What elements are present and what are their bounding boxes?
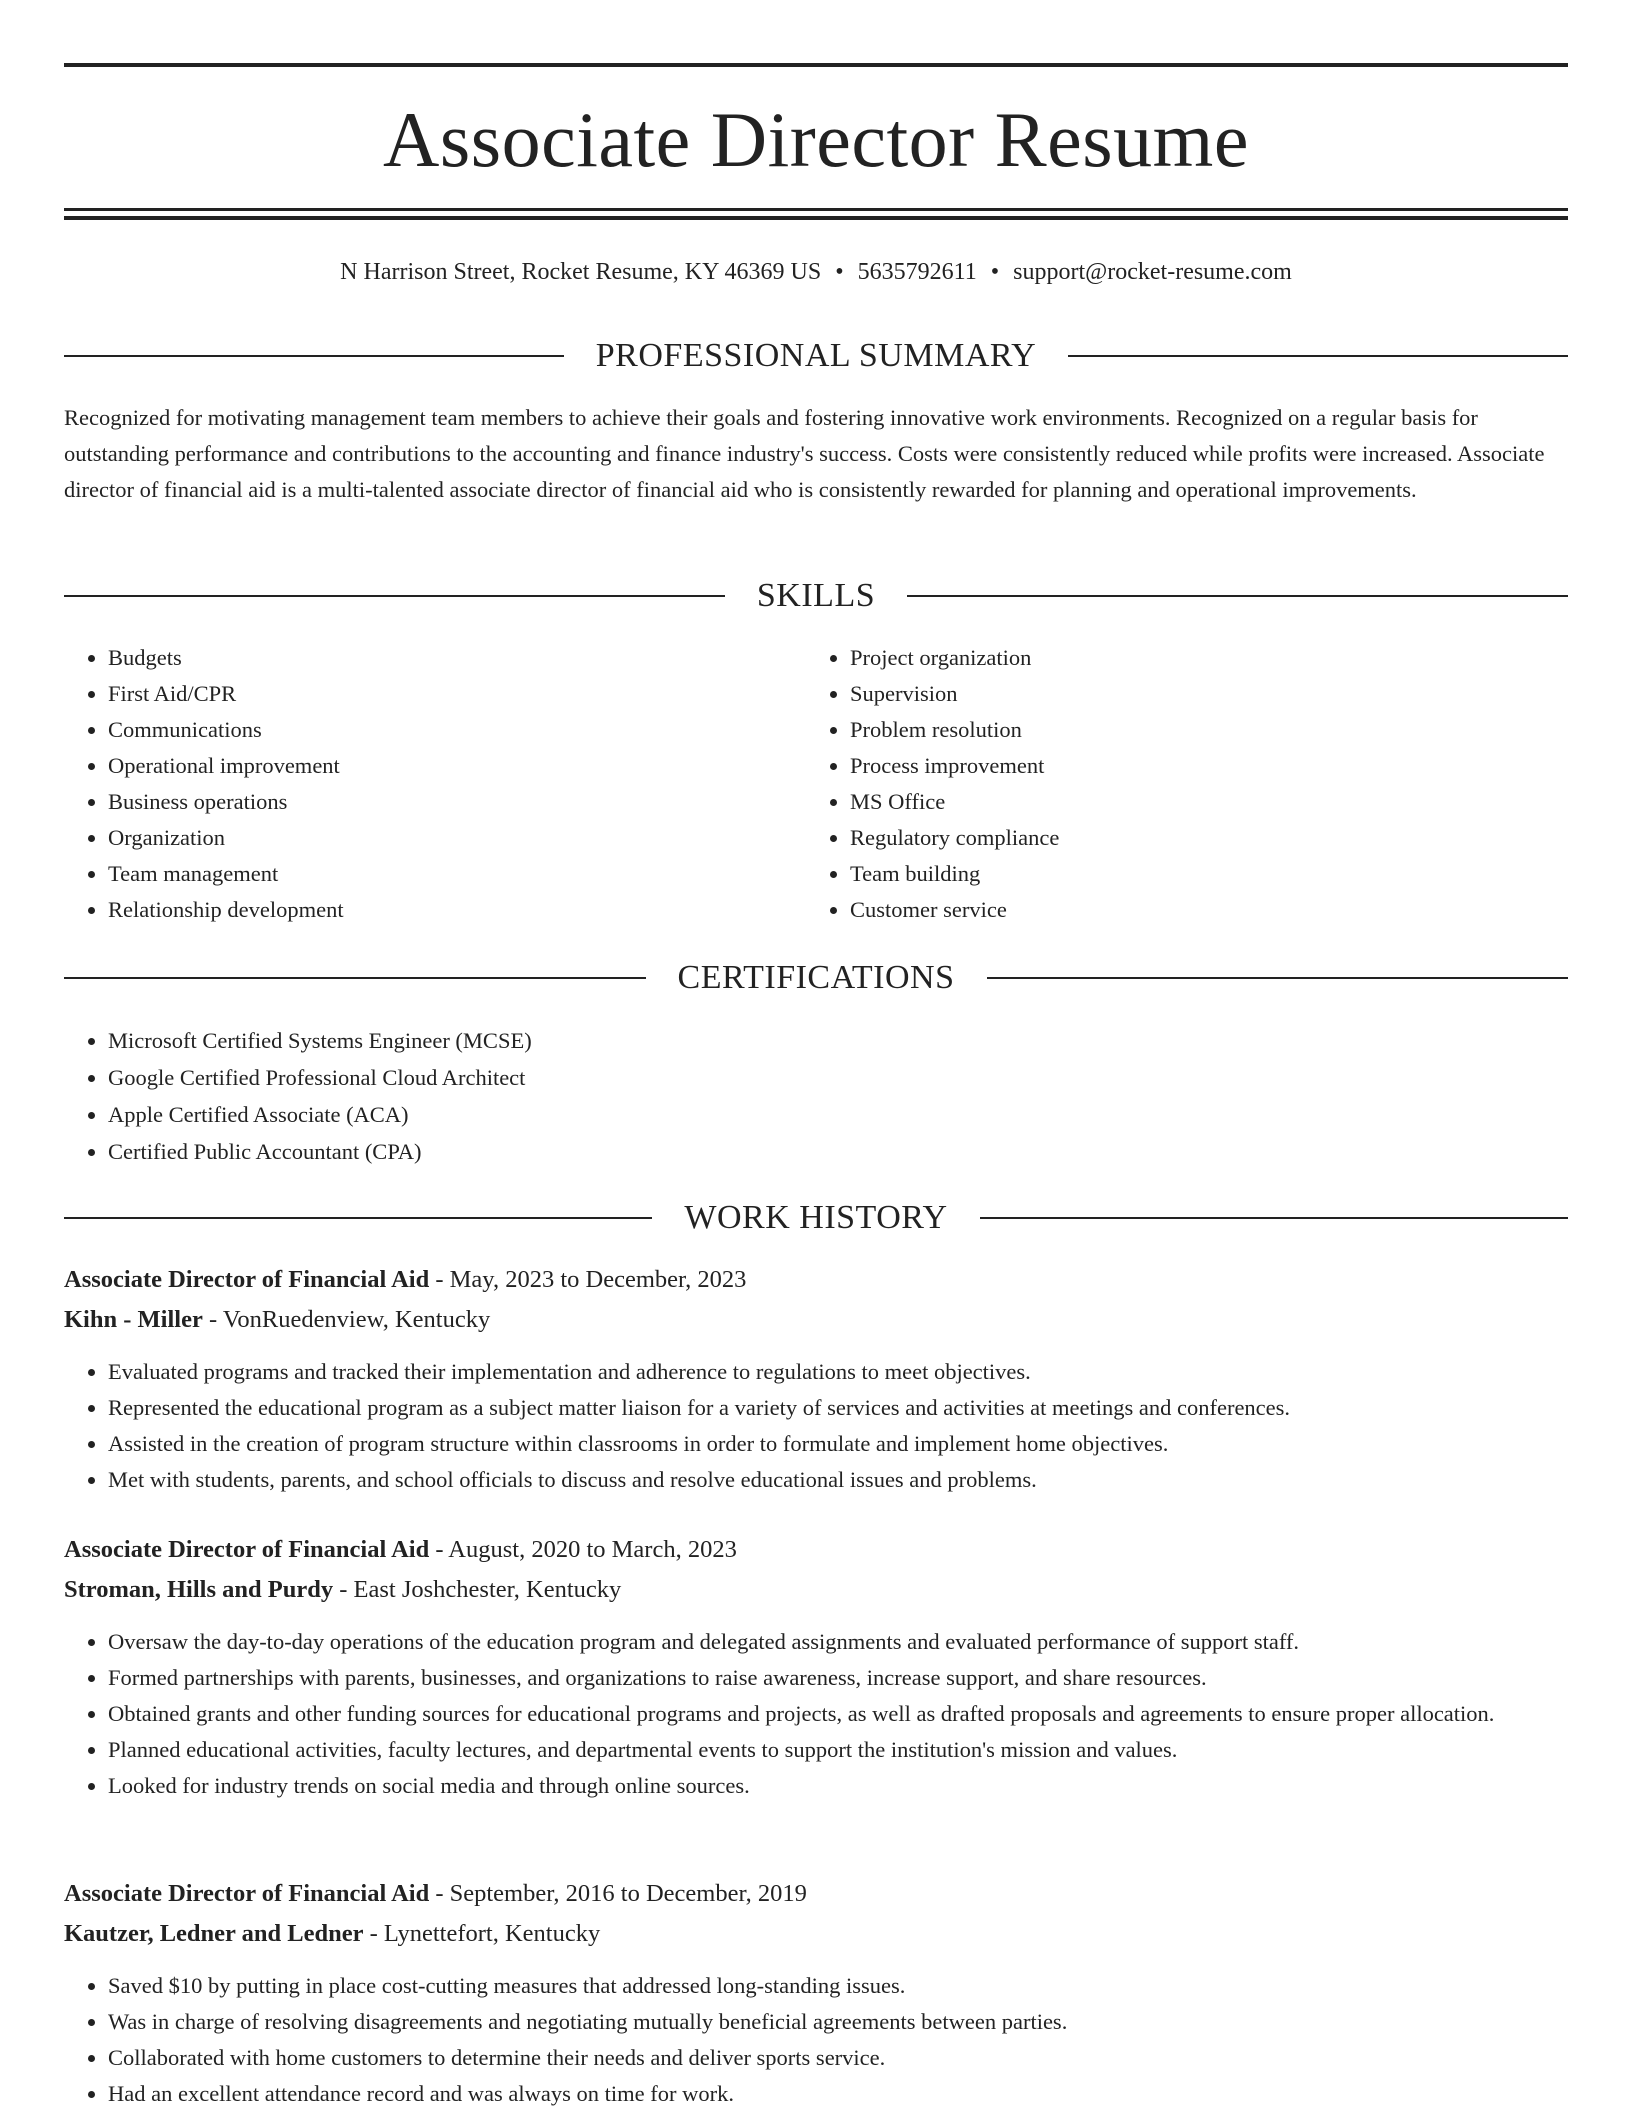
job-title-line <box>64 1874 1568 1914</box>
skills-column-right <box>806 640 1546 928</box>
list-item: • Supervision <box>850 676 1546 712</box>
job-title-line <box>64 1260 1568 1300</box>
list-item: • Obtained grants and other funding sources for educational programs and projects, as well as drafted proposals and agreements to ensure proper allocation. <box>108 1696 1568 1732</box>
job-dates: September, 2016 to December, 2019 <box>449 1880 807 1907</box>
section-title: SKILLS <box>756 577 876 614</box>
job-company: Kautzer, Ledner and Ledner <box>64 1920 364 1947</box>
job-dates: August, 2020 to March, 2023 <box>448 1536 737 1563</box>
contact-phone: 5635792611 <box>857 259 977 285</box>
list-item: • Problem resolution <box>850 712 1546 748</box>
job-title: Associate Director of Financial Aid <box>64 1880 430 1907</box>
section-header-skills <box>64 574 1568 618</box>
dash: - <box>435 1266 444 1293</box>
job-bullets <box>64 1968 1568 2112</box>
job-entry <box>64 1530 1568 1804</box>
list-item: • Business operations <box>108 784 804 820</box>
job-dates: May, 2023 to December, 2023 <box>449 1266 747 1293</box>
section-header-work-history <box>64 1196 1568 1240</box>
certifications-block <box>64 1022 1568 1170</box>
list-item: • Assisted in the creation of program structure within classrooms in order to formulate and implement home objectives. <box>108 1426 1568 1462</box>
dash: - <box>435 1536 444 1563</box>
certifications-list <box>64 1022 1568 1170</box>
dash: - <box>369 1920 378 1947</box>
list-item: • Budgets <box>108 640 804 676</box>
skills-list-left <box>64 640 804 928</box>
job-bullets <box>64 1354 1568 1498</box>
list-item: • Google Certified Professional Cloud Architect <box>108 1059 1568 1096</box>
summary-text: Recognized for motivating management team members to achieve their goals and fostering innovative work environments. Recognized on a regular basis for outstanding performance and contributions to the accounting and finance industry's success. Costs were consistently reduced while profits were increased. Associate director of financial aid is a multi-talented associate director of financial aid who is consistently rewarded for planning and operational improvements. <box>64 405 1545 502</box>
list-item: • Oversaw the day-to-day operations of the education program and delegated assignments and evaluated performance of support staff. <box>108 1624 1568 1660</box>
job-location: Lynettefort, Kentucky <box>383 1920 601 1947</box>
section-rule <box>64 1217 652 1219</box>
job-company-line <box>64 1914 1568 1954</box>
list-item: • Formed partnerships with parents, businesses, and organizations to raise awareness, increase support, and share resources. <box>108 1660 1568 1696</box>
list-item: • Process improvement <box>850 748 1546 784</box>
top-rule <box>64 63 1568 67</box>
title-rule-upper <box>64 208 1568 211</box>
list-item: • Regulatory compliance <box>850 820 1546 856</box>
contact-email: support@rocket-resume.com <box>1013 259 1292 285</box>
job-location: East Joshchester, Kentucky <box>353 1576 622 1603</box>
list-item: • Had an excellent attendance record and was always on time for work. <box>108 2076 1568 2112</box>
list-item: • Collaborated with home customers to determine their needs and deliver sports service. <box>108 2040 1568 2076</box>
section-rule <box>64 355 564 357</box>
list-item: • Organization <box>108 820 804 856</box>
contact-separator: • <box>835 259 844 285</box>
list-item: • Operational improvement <box>108 748 804 784</box>
list-item: • Certified Public Accountant (CPA) <box>108 1133 1568 1170</box>
dash: - <box>435 1880 444 1907</box>
job-entry <box>64 1260 1568 1498</box>
job-entry <box>64 1874 1568 2112</box>
section-header-summary <box>64 334 1568 378</box>
list-item: • Relationship development <box>108 892 804 928</box>
job-company-line <box>64 1570 1568 1610</box>
list-item: • Represented the educational program as a subject matter liaison for a variety of services and activities at meetings and conferences. <box>108 1390 1568 1426</box>
list-item: • Looked for industry trends on social media and through online sources. <box>108 1768 1568 1804</box>
list-item: • Customer service <box>850 892 1546 928</box>
title-rule-lower <box>64 216 1568 220</box>
job-title: Associate Director of Financial Aid <box>64 1266 430 1293</box>
dash: - <box>339 1576 348 1603</box>
job-company: Stroman, Hills and Purdy <box>64 1576 334 1603</box>
list-item: • Team building <box>850 856 1546 892</box>
contact-separator: • <box>990 259 1000 285</box>
list-item: • Communications <box>108 712 804 748</box>
list-item: • Evaluated programs and tracked their implementation and adherence to regulations to meet objectives. <box>108 1354 1568 1390</box>
section-rule <box>987 977 1569 979</box>
list-item: • Was in charge of resolving disagreements and negotiating mutually beneficial agreements between parties. <box>108 2004 1568 2040</box>
section-header-certifications <box>64 956 1568 1000</box>
section-title: CERTIFICATIONS <box>677 959 955 996</box>
job-title: Associate Director of Financial Aid <box>64 1536 430 1563</box>
list-item: • Microsoft Certified Systems Engineer (MCSE) <box>108 1022 1568 1059</box>
section-rule <box>980 1217 1568 1219</box>
list-item: • Team management <box>108 856 804 892</box>
section-title: WORK HISTORY <box>684 1199 948 1236</box>
list-item: • Met with students, parents, and school officials to discuss and resolve educational issues and problems. <box>108 1462 1568 1498</box>
list-item: • Planned educational activities, faculty lectures, and departmental events to support the institution's mission and values. <box>108 1732 1568 1768</box>
job-company: Kihn - Miller <box>64 1306 203 1333</box>
section-title: PROFESSIONAL SUMMARY <box>595 337 1037 374</box>
list-item: • Project organization <box>850 640 1546 676</box>
contact-line <box>64 254 1568 290</box>
section-rule <box>907 595 1568 597</box>
contact-address: N Harrison Street, Rocket Resume, KY 46369 US <box>340 259 822 285</box>
job-title-line <box>64 1530 1568 1570</box>
section-rule <box>1068 355 1568 357</box>
section-rule <box>64 595 725 597</box>
section-rule <box>64 977 646 979</box>
skills-column-left <box>64 640 804 928</box>
dash: - <box>208 1306 218 1333</box>
job-bullets <box>64 1624 1568 1804</box>
resume-title: Associate Director Resume <box>383 96 1249 183</box>
job-company-line <box>64 1300 1568 1340</box>
list-item: • MS Office <box>850 784 1546 820</box>
list-item: • Apple Certified Associate (ACA) <box>108 1096 1568 1133</box>
job-location: VonRuedenview, Kentucky <box>222 1306 491 1333</box>
list-item: • First Aid/CPR <box>108 676 804 712</box>
list-item: • Saved $10 by putting in place cost-cutting measures that addressed long-standing issues. <box>108 1968 1568 2004</box>
skills-list-right <box>806 640 1546 928</box>
